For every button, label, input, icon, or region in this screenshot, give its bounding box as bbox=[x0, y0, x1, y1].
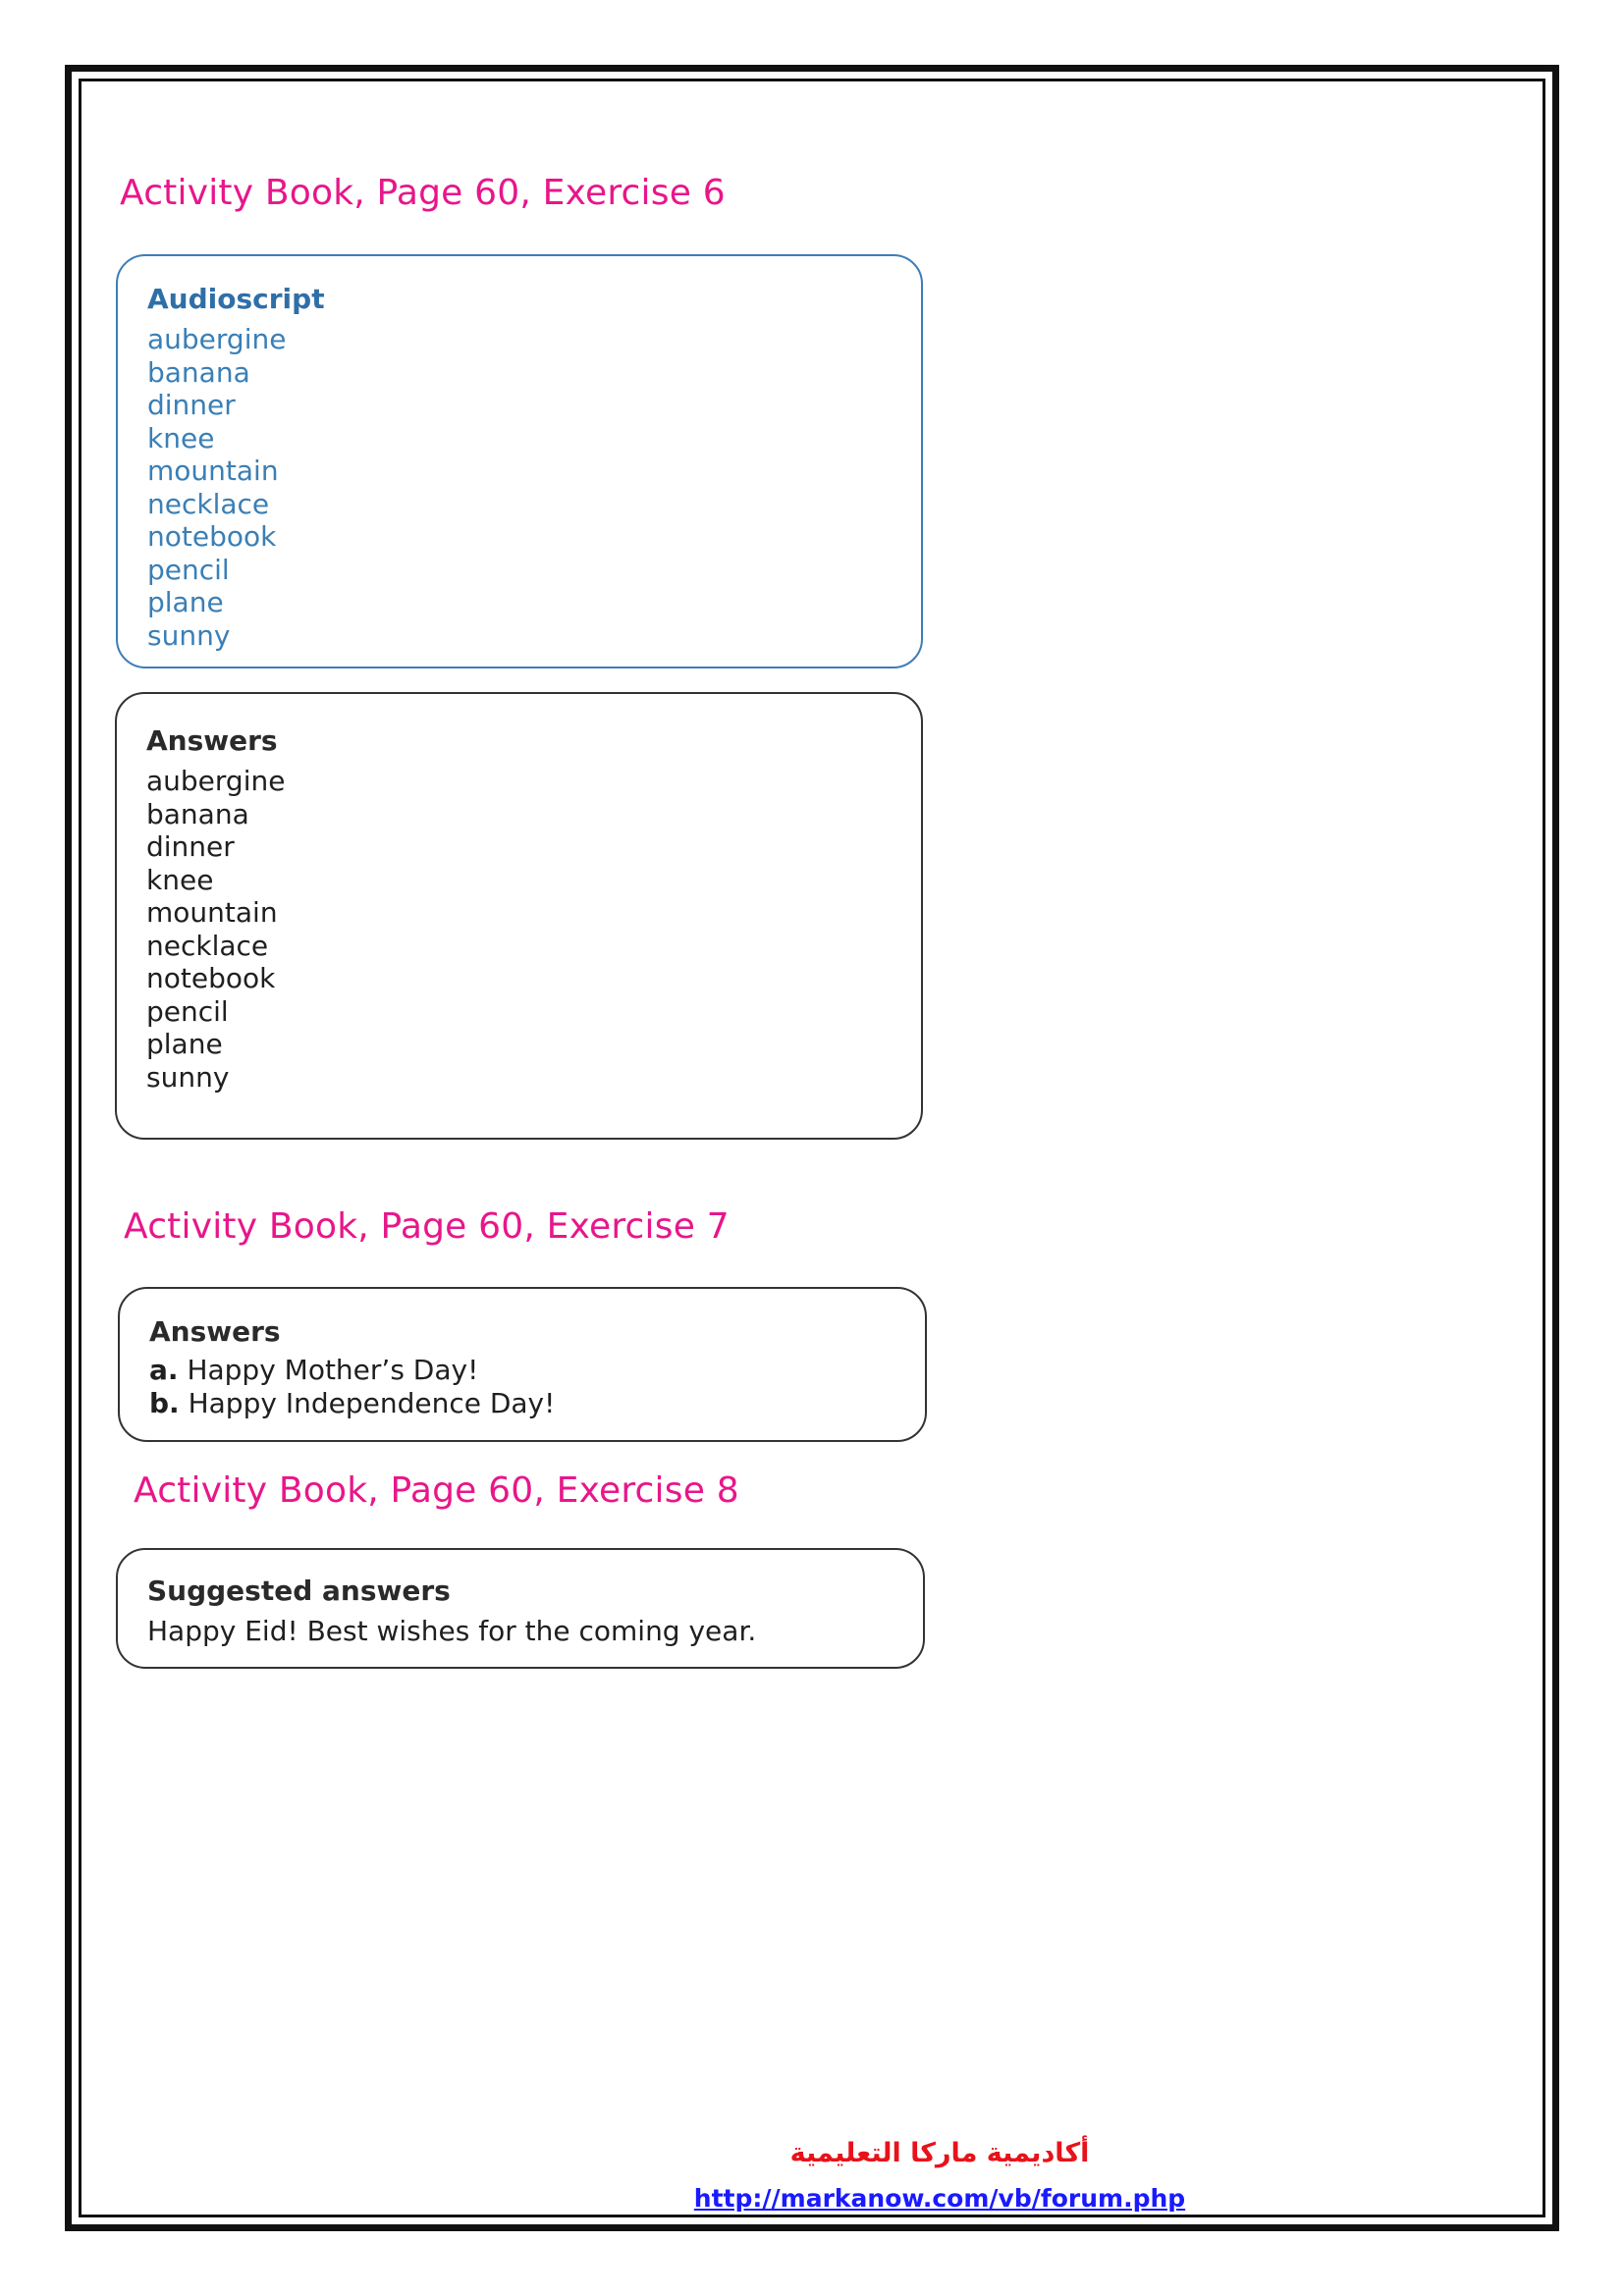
list-item: banana bbox=[146, 797, 249, 830]
list-item: mountain bbox=[147, 454, 279, 487]
list-item: dinner bbox=[146, 830, 235, 863]
list-item: necklace bbox=[146, 929, 269, 962]
answer-text-a: Happy Mother’s Day! bbox=[187, 1354, 479, 1386]
footer-forum-link[interactable]: http://markanow.com/vb/forum.php bbox=[693, 2184, 1186, 2213]
list-item: pencil bbox=[147, 553, 230, 586]
list-item: knee bbox=[146, 863, 214, 896]
exercise-6-answers-title: Answers bbox=[146, 724, 278, 757]
exercise-7-heading: Activity Book, Page 60, Exercise 7 bbox=[124, 1206, 730, 1247]
exercise-6-heading: Activity Book, Page 60, Exercise 6 bbox=[120, 173, 726, 213]
list-item: knee bbox=[147, 421, 215, 454]
exercise-6-answers-list bbox=[146, 765, 892, 1094]
list-item: pencil bbox=[146, 994, 229, 1028]
answer-text-b: Happy Independence Day! bbox=[188, 1387, 556, 1419]
exercise-8-suggested-title: Suggested answers bbox=[147, 1575, 451, 1607]
list-item: notebook bbox=[147, 520, 277, 553]
exercise-8-suggested-box bbox=[116, 1548, 925, 1669]
exercise-6-answers-box bbox=[115, 692, 923, 1140]
list-item: aubergine bbox=[146, 765, 286, 797]
list-item: notebook bbox=[146, 962, 276, 994]
exercise-7-answers-box bbox=[118, 1287, 927, 1442]
answer-letter-a: a. bbox=[149, 1354, 179, 1386]
list-item: banana bbox=[147, 355, 250, 389]
answer-line-b bbox=[149, 1387, 895, 1420]
list-item: mountain bbox=[146, 896, 278, 929]
audioscript-box bbox=[116, 254, 923, 668]
list-item: sunny bbox=[146, 1060, 230, 1094]
list-item: plane bbox=[147, 586, 224, 618]
audioscript-title: Audioscript bbox=[147, 283, 325, 315]
list-item: dinner bbox=[147, 389, 236, 421]
exercise-8-suggested-text: Happy Eid! Best wishes for the coming year. bbox=[147, 1615, 757, 1647]
list-item: aubergine bbox=[147, 323, 287, 355]
list-item: plane bbox=[146, 1028, 223, 1060]
answer-line-a bbox=[149, 1354, 895, 1387]
footer-academy-name: أكاديمية ماركا التعليمية bbox=[789, 2138, 1090, 2168]
audioscript-word-list bbox=[147, 323, 892, 652]
list-item: sunny bbox=[147, 618, 231, 652]
answer-letter-b: b. bbox=[149, 1387, 180, 1419]
exercise-7-answers-title: Answers bbox=[149, 1315, 281, 1348]
list-item: necklace bbox=[147, 487, 270, 520]
exercise-8-heading: Activity Book, Page 60, Exercise 8 bbox=[134, 1470, 739, 1511]
